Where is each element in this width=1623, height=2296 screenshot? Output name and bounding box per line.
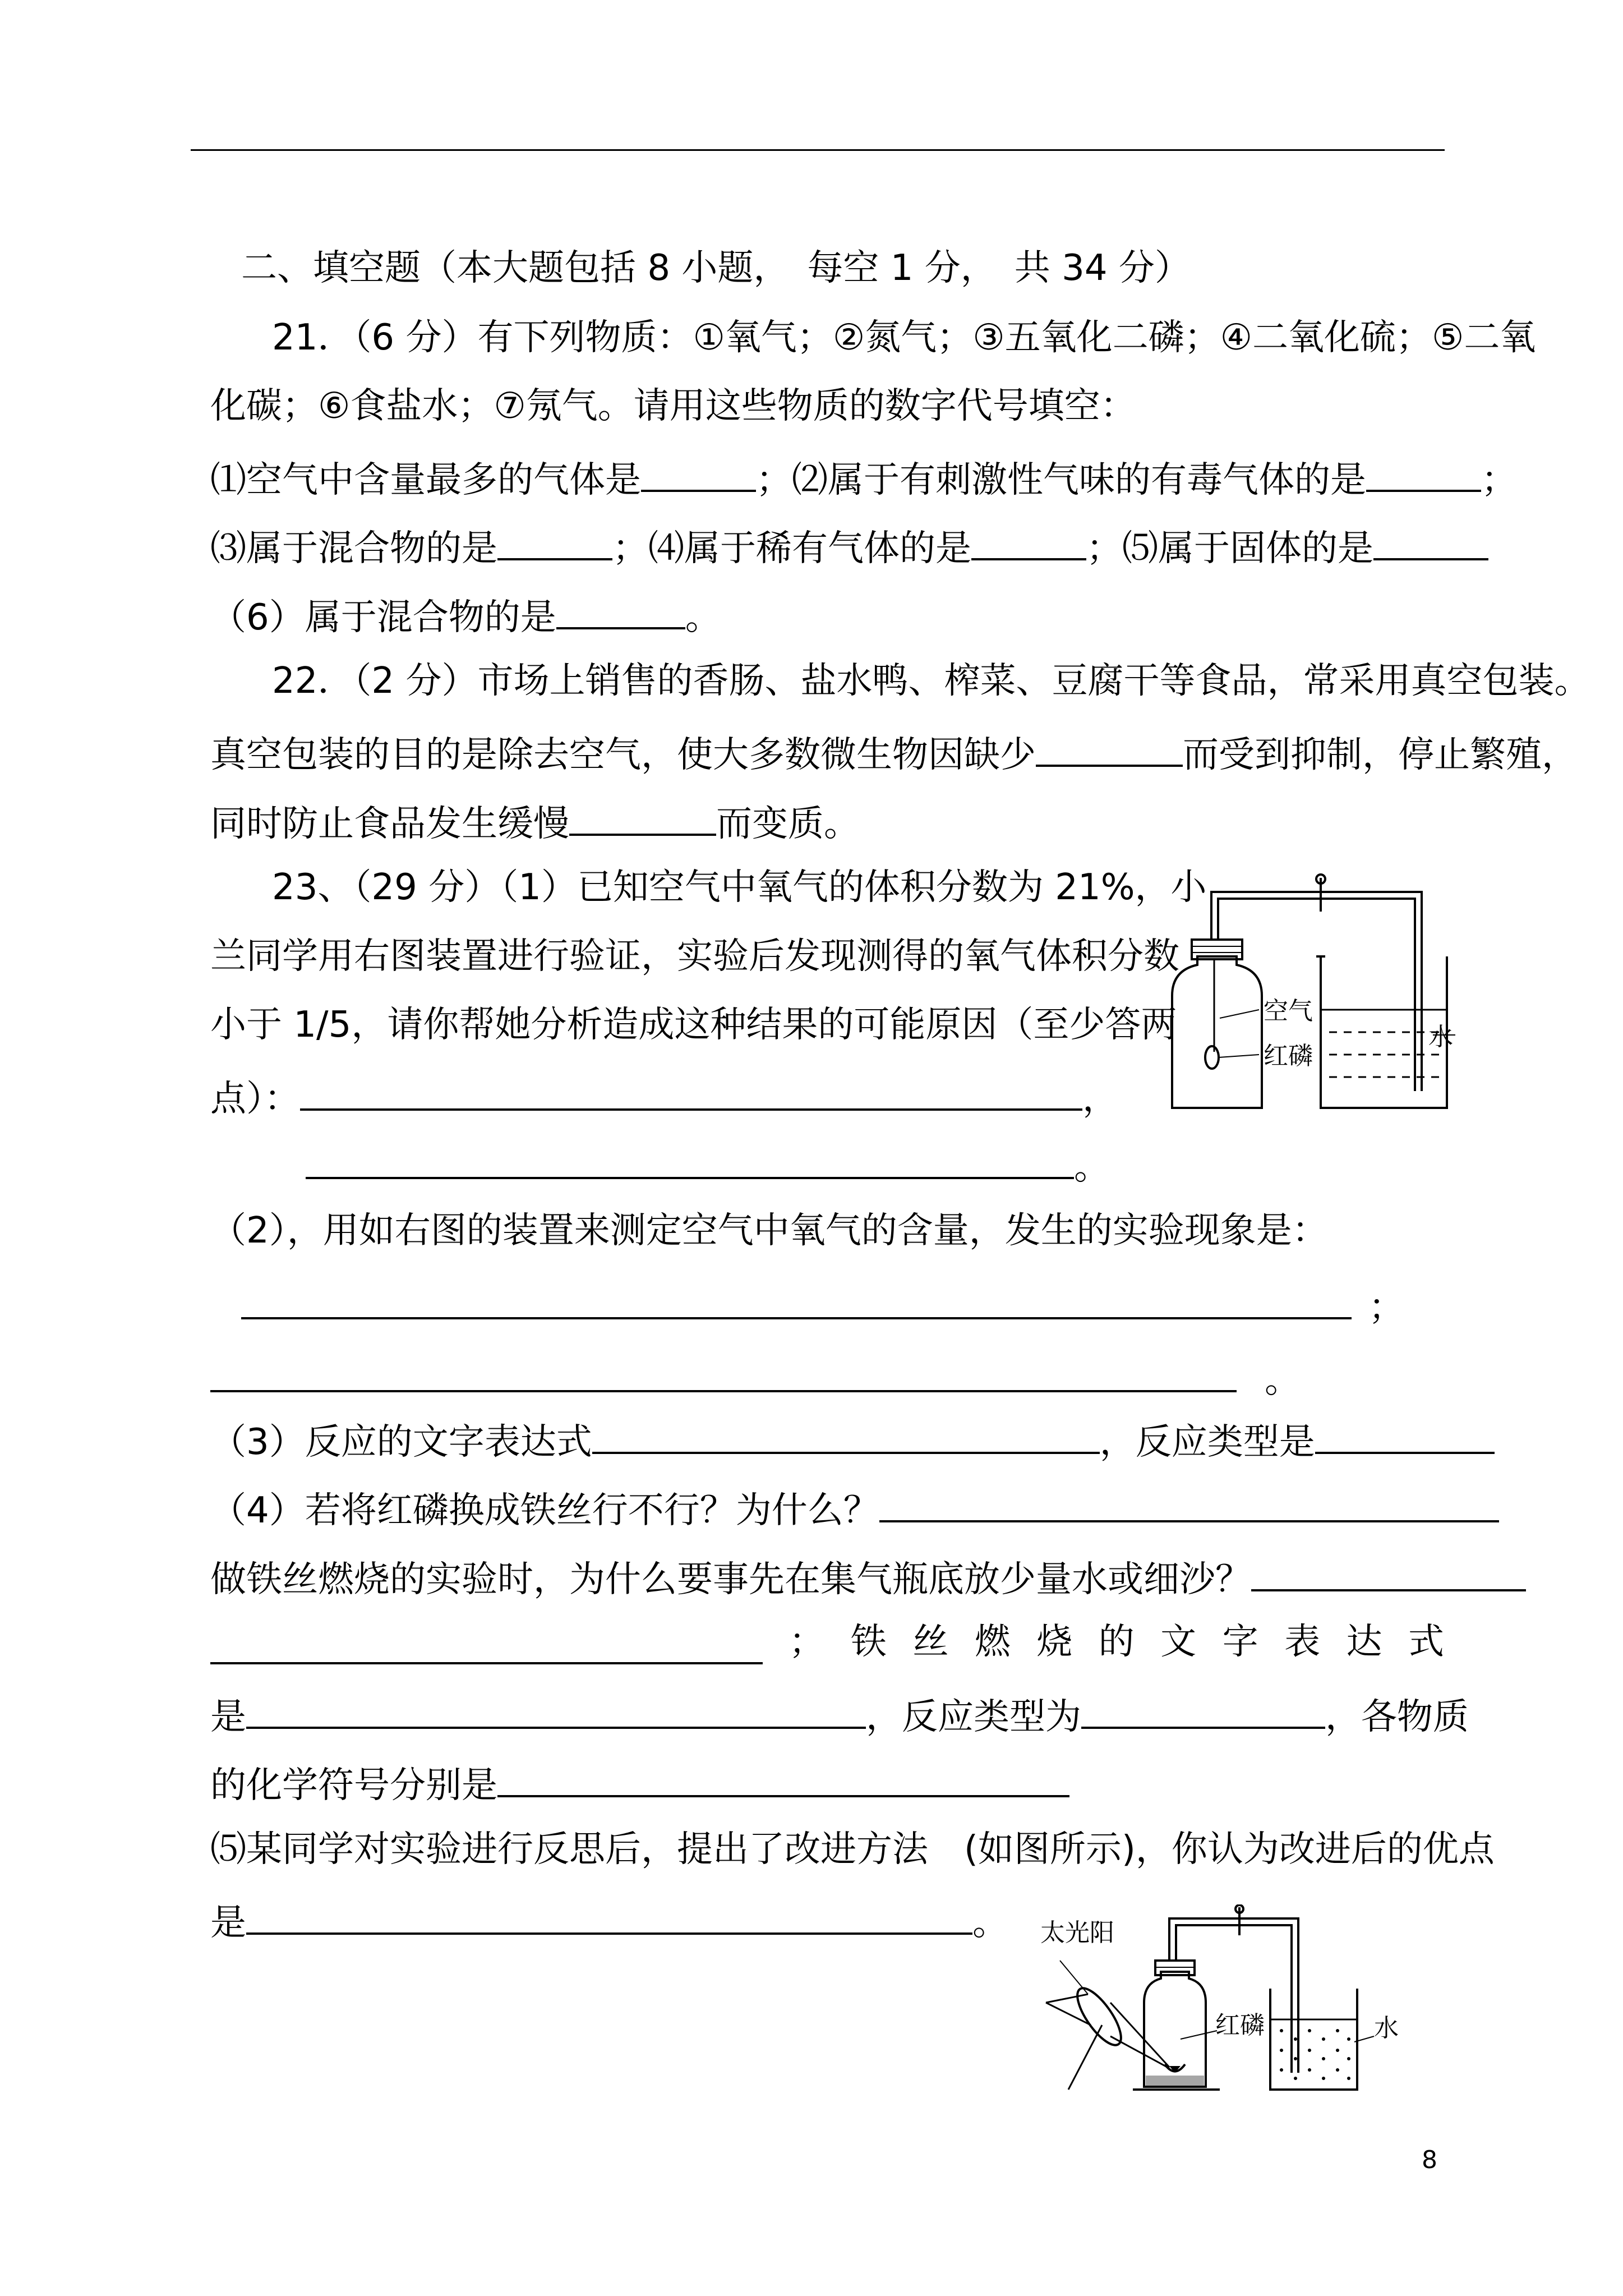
q21-punct: ； [1481,459,1517,501]
q23-line-2: 兰同学用右图装置进行验证，实验后发现测得的氧气体积分数 [210,936,1179,977]
justified-char: 式 [1408,1621,1444,1663]
q21-line-4 [210,526,1488,567]
q23-part4-semicolon: ； [789,1621,825,1663]
answer-blank-23-4a[interactable] [879,1488,1499,1522]
q23-part4-prompt-6: 的化学符号分别是 [210,1765,497,1806]
q23-part4-line-3 [210,1621,1444,1664]
q23-part2-period: 。 [1265,1360,1301,1401]
q22-line-2 [210,732,1578,776]
q21-prompt-6: （6）属于混合物的是 [210,597,556,638]
q21-line-5 [210,595,721,636]
q23-prompt-4: 点）： [210,1078,300,1120]
answer-blank-21-2[interactable] [1366,457,1481,492]
q21-line-1: 21．（6 分）有下列物质：①氧气；②氮气；③五氧化二磷；④二氧化硫；⑤二氧 [272,317,1536,358]
justified-char: 达 [1346,1621,1382,1663]
justified-char: 字 [1222,1621,1258,1663]
q23-part4-prompt-5: ，各物质 [1325,1696,1469,1738]
justified-char: 铁 [850,1621,887,1663]
q23-line-4 [210,1076,1118,1120]
q23-line-5 [306,1144,1110,1188]
q21-end: 。 [685,597,721,638]
answer-blank-21-3[interactable] [497,526,612,560]
q22-prompt-2: 而受到抑制，停止繁殖， [1183,734,1578,776]
answer-blank-23-3b[interactable] [1315,1419,1495,1454]
q23-line-1: 23、（29 分）（1）已知空气中氧气的体积分数为 21%，小 [272,867,1207,908]
answer-blank-21-1[interactable] [641,457,756,492]
justified-char: 烧 [1036,1621,1073,1663]
q23-part4-prompt-3: 是 [210,1696,246,1738]
q22-prompt-1: 真空包装的目的是除去空气，使大多数微生物因缺少 [210,734,1036,776]
label-red-phosphorus-2: 红磷 [1215,2011,1265,2040]
label-red-phosphorus: 红磷 [1264,1042,1313,1070]
q22-line-3 [210,801,860,845]
q23-part4-line-2 [210,1557,1526,1598]
label-water: 水 [1428,1023,1453,1051]
q22-prompt-3: 同时防止食品发生缓慢 [210,803,569,845]
answer-blank-23-3a[interactable] [592,1419,1100,1454]
q23-comma: ， [1082,1078,1118,1120]
answer-blank-23-4b[interactable] [1251,1557,1526,1591]
justified-char: 燃 [974,1621,1011,1663]
answer-blank-23-5[interactable] [246,1900,972,1935]
q23-part5-line-1: ⑸某同学对实验进行反思后，提出了改进方法 (如图所示)，你认为改进后的优点 [210,1829,1495,1870]
q23-part3-prompt-2: ，反应类型是 [1099,1421,1315,1463]
q21-prompt-1: ⑴空气中含量最多的气体是 [210,459,641,501]
q21-prompt-5: ；⑸属于固体的是 [1086,528,1373,569]
q23-part5-prompt: 是 [210,1902,246,1944]
q23-part4-line-1 [210,1488,1499,1529]
answer-blank-23-2a[interactable] [241,1285,1352,1319]
q23-part4-line-5 [210,1763,1069,1806]
answer-blank-23-2b[interactable] [210,1358,1237,1392]
answer-blank-23-1b[interactable] [306,1144,1074,1179]
q23-part3-line [210,1419,1495,1463]
header-rule [191,149,1445,151]
q23-part2-semicolon: ； [1368,1287,1404,1328]
answer-blank-21-4[interactable] [971,526,1086,560]
q23-part4-line-4 [210,1694,1469,1738]
q21-prompt-4: ；⑷属于稀有气体的是 [612,528,971,569]
answer-blank-23-4c[interactable] [210,1630,763,1664]
q23-part3-prompt-1: （3）反应的文字表达式 [210,1421,592,1463]
apparatus-figure-1 [1152,867,1455,1114]
q23-part4-prompt-2: 做铁丝燃烧的实验时，为什么要事先在集气瓶底放少量水或细沙？ [210,1559,1251,1600]
q21-line-2: 化碳；⑥食盐水；⑦氖气。请用这些物质的数字代号填空： [210,385,1136,427]
q23-part4-prompt-1: （4）若将红磷换成铁丝行不行？为什么？ [210,1490,879,1531]
label-air: 空气 [1264,997,1313,1025]
q22-line-1: 22．（2 分）市场上销售的香肠、盐水鸭、榨菜、豆腐干等食品，常采用真空包装。 [272,660,1590,702]
answer-blank-22-2[interactable] [569,801,716,836]
q23-line-3: 小于 1/5，请你帮她分析造成这种结果的可能原因（至少答两 [210,1004,1177,1046]
q21-prompt-3: ⑶属于混合物的是 [210,528,497,569]
q23-part2-blank-line-2 [210,1358,1301,1401]
justified-char: 的 [1098,1621,1135,1663]
page-number: 8 [1422,2146,1437,2174]
label-sun: 太光阳 [1040,1918,1114,1947]
q23-part2-blank-line-1 [241,1285,1404,1326]
label-water-2: 水 [1374,2014,1399,2042]
justified-char: 文 [1160,1621,1197,1663]
justified-char: 表 [1284,1621,1321,1663]
q23-part4-prompt-4: ，反应类型为 [866,1696,1081,1738]
answer-blank-21-5[interactable] [1373,526,1488,560]
q23-part2-line: （2），用如右图的装置来测定空气中氧气的含量，发生的实验现象是： [210,1210,1328,1251]
q23-period: 。 [1074,1147,1110,1188]
q21-prompt-2: ；⑵属于有刺激性气味的有毒气体的是 [756,459,1366,501]
q23-part5-period: 。 [972,1902,1008,1944]
apparatus-figure-2 [1035,1904,1416,2095]
answer-blank-23-1a[interactable] [300,1076,1082,1111]
answer-blank-23-4e[interactable] [1081,1694,1325,1729]
q22-prompt-4: 而变质。 [716,803,860,845]
section-title: 二、填空题（本大题包括 8 小题， 每空 1 分， 共 34 分） [241,247,1191,289]
answer-blank-21-6[interactable] [556,595,685,629]
justified-char: 丝 [912,1621,949,1663]
q21-line-3 [210,457,1517,501]
answer-blank-22-1[interactable] [1036,732,1183,767]
q23-part5-line-2 [210,1900,1008,1944]
answer-blank-23-4f[interactable] [497,1763,1069,1797]
answer-blank-23-4d[interactable] [246,1694,866,1729]
